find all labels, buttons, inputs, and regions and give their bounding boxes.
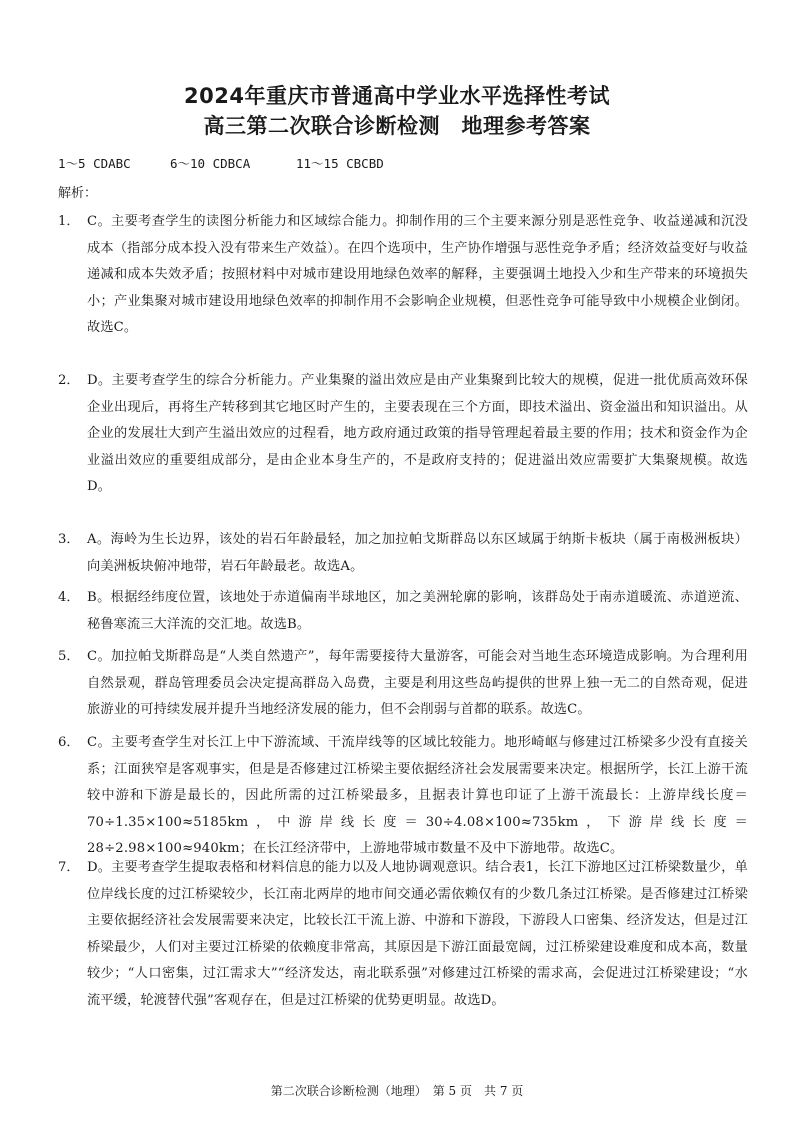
item-number: 7．	[58, 860, 80, 875]
analysis-item-2	[58, 368, 748, 501]
item-text: C。主要考查学生对长江上中下游流域、干流岸线等的区域比较能力。地形崎岖与修建过江桥梁多少没有直接关系；江面狭窄是客观事实，但是是否修建过江桥梁主要依据经济社会发展需要来决定。根据所学，长江上游干流较中游和下游是最长的，因此所需的过江桥梁最多，且据表计算也印证了上游干流最长：上游岸线长度＝70÷1.35×100≈5185km，中游岸线长度＝30÷4.08×100≈735km，下游岸线长度＝28÷2.98×100≈940km；在长江经济带中，上游地带城市数量不及中下游地带。故选C。	[87, 735, 748, 857]
analysis-item-5	[58, 644, 748, 724]
item-text: B。根据经纬度位置，该地处于赤道偏南半球地区，加之美洲轮廓的影响，该群岛处于南赤道暖流、赤道逆流、秘鲁寒流三大洋流的交汇地。故选B。	[87, 590, 748, 632]
item-text: C。主要考查学生的读图分析能力和区域综合能力。抑制作用的三个主要来源分别是恶性竞争、收益递减和沉没成本（指部分成本投入没有带来生产效益）。在四个选项中，生产协作增强与恶性竞争矛盾；经济效益变好与收益递减和成本失效矛盾；按照材料中对城市建设用地绿色效率的解释，主要强调土地投入少和生产带来的环境损失小；产业集聚对城市建设用地绿色效率的抑制作用不会影响企业规模，但恶性竞争可能导致中小规模企业倒闭。故选C。	[87, 214, 748, 336]
answer-group-2: 6～10 CDBCA	[170, 156, 251, 171]
answer-key	[58, 154, 384, 172]
item-number: 5．	[58, 649, 80, 664]
item-number: 2．	[58, 373, 80, 388]
analysis-item-3	[58, 527, 748, 580]
analysis-item-4	[58, 585, 748, 638]
item-text: D。主要考查学生的综合分析能力。产业集聚的溢出效应是由产业集聚到比较大的规模，促进一批优质高效环保企业出现后，再将生产转移到其它地区时产生的，主要表现在三个方面，即技术溢出、资金溢出和知识溢出。从企业的发展壮大到产生溢出效应的过程看，地方政府通过政策的指导管理起着最主要的作用；技术和资金作为企业溢出效应的重要组成部分，是由企业本身生产的，不是政府支持的；促进溢出效应需要扩大集聚规模。故选D。	[87, 373, 748, 495]
item-text: A。海岭为生长边界，该处的岩石年龄最轻，加之加拉帕戈斯群岛以东区域属于纳斯卡板块（属于南极洲板块）向美洲板块俯冲地带，岩石年龄最老。故选A。	[87, 532, 748, 574]
page-footer: 第二次联合诊断检测（地理） 第 5 页 共 7 页	[270, 1084, 524, 1098]
analysis-item-7	[58, 855, 748, 1015]
item-number: 1．	[58, 214, 80, 229]
document-subtitle: 高三第二次联合诊断检测 地理参考答案	[203, 114, 591, 138]
analysis-item-6	[58, 730, 748, 863]
item-number: 3．	[58, 532, 80, 547]
item-text: D。主要考查学生提取表格和材料信息的能力以及人地协调观意识。结合表1，长江下游地区过江桥梁数量少，单位岸线长度的过江桥梁较少，长江南北两岸的地市间交通必需依赖仅有的少数几条过江桥梁。是否修建过江桥梁主要依据经济社会发展需要来决定，比较长江干流上游、中游和下游段，下游段人口密集、经济发达，但是过江桥梁最少，人们对主要过江桥梁的依赖度非常高，其原因是下游江面最宽阔，过江桥梁建设难度和成本高，数量较少；“人口密集，过江需求大”“经济发达，南北联系强”对修建过江桥梁的需求高，会促进过江桥梁建设；“水流平缓，轮渡替代强”客观存在，但是过江桥梁的优势更明显。故选D。	[87, 860, 748, 1008]
item-number: 4．	[58, 590, 80, 605]
document-title: 2024年重庆市普通高中学业水平选择性考试	[184, 84, 610, 108]
item-text: C。加拉帕戈斯群岛是“人类自然遗产”，每年需要接待大量游客，可能会对当地生态环境造成影响。为合理利用自然景观，群岛管理委员会决定提高群岛入岛费，主要是利用这些岛屿提供的世界上独一无二的自然奇观，促进旅游业的可持续发展并提升当地经济发展的能力，但不会削弱与首都的联系。故选C。	[87, 649, 748, 718]
answer-group-3: 11～15 CBCBD	[296, 156, 384, 171]
analysis-item-1	[58, 209, 748, 342]
item-number: 6．	[58, 735, 80, 750]
answer-group-1: 1～5 CDABC	[58, 156, 131, 171]
analysis-label: 解析：	[58, 186, 98, 201]
